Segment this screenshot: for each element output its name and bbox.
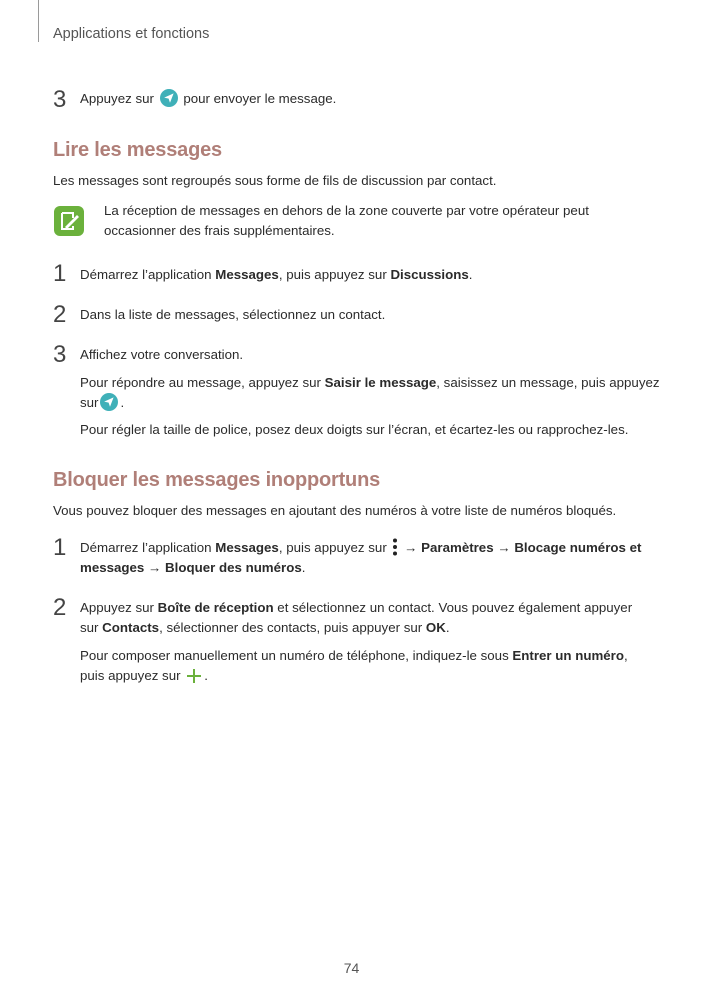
send-icon	[100, 393, 118, 411]
step-text-before: Appuyez sur	[80, 91, 154, 106]
step-number: 2	[53, 594, 67, 621]
send-icon	[160, 89, 178, 107]
section-title-block-messages: Bloquer les messages inopportuns	[53, 469, 381, 491]
step-text-after: pour envoyer le message.	[183, 91, 337, 106]
step-text: Démarrez l’application Messages, puis appuyez sur → Paramètres → Blocage numéros et	[80, 540, 642, 555]
step-text-cont: messages → Bloquer des numéros.	[80, 560, 306, 575]
page-number: 74	[343, 960, 360, 976]
step-number: 2	[53, 301, 67, 328]
step-number: 3	[53, 86, 67, 113]
section-header: Applications et fonctions	[53, 26, 210, 42]
step-detail: puis appuyez sur .	[80, 668, 208, 683]
note-icon	[53, 205, 85, 237]
note-text: La réception de messages en dehors de la zone couverte par votre opérateur peut occasionner des frais supplémentaires.	[104, 203, 589, 238]
step-number: 1	[53, 260, 67, 287]
more-options-icon	[392, 538, 398, 556]
step-text-cont: sur Contacts, sélectionner des contacts, puis appuyer sur OK.	[80, 620, 450, 635]
step-detail: sur .	[80, 395, 125, 410]
plus-icon	[186, 668, 202, 684]
section-intro: Vous pouvez bloquer des messages en ajoutant des numéros à votre liste de numéros bloqués.	[53, 503, 617, 518]
step-number: 1	[53, 534, 67, 561]
step-detail: Pour répondre au message, appuyez sur Saisir le message, saisissez un message, puis appuyez	[80, 375, 660, 390]
page-corner-line	[38, 0, 39, 42]
step-text: Appuyez sur Boîte de réception et sélectionnez un contact. Vous pouvez également appuyer	[80, 600, 633, 615]
step-detail: Pour régler la taille de police, posez deux doigts sur l’écran, et écartez-les ou rapprochez-les.	[80, 422, 629, 437]
step-text: Affichez votre conversation.	[80, 347, 244, 362]
step-text: Dans la liste de messages, sélectionnez un contact.	[80, 307, 386, 322]
step-detail: Pour composer manuellement un numéro de téléphone, indiquez-le sous Entrer un numéro,	[80, 648, 628, 663]
step-text	[80, 89, 336, 109]
step-number: 3	[53, 341, 67, 368]
section-intro: Les messages sont regroupés sous forme de fils de discussion par contact.	[53, 173, 497, 188]
step-text: Démarrez l’application Messages, puis appuyez sur Discussions.	[80, 267, 473, 282]
section-title-read-messages: Lire les messages	[53, 139, 222, 161]
